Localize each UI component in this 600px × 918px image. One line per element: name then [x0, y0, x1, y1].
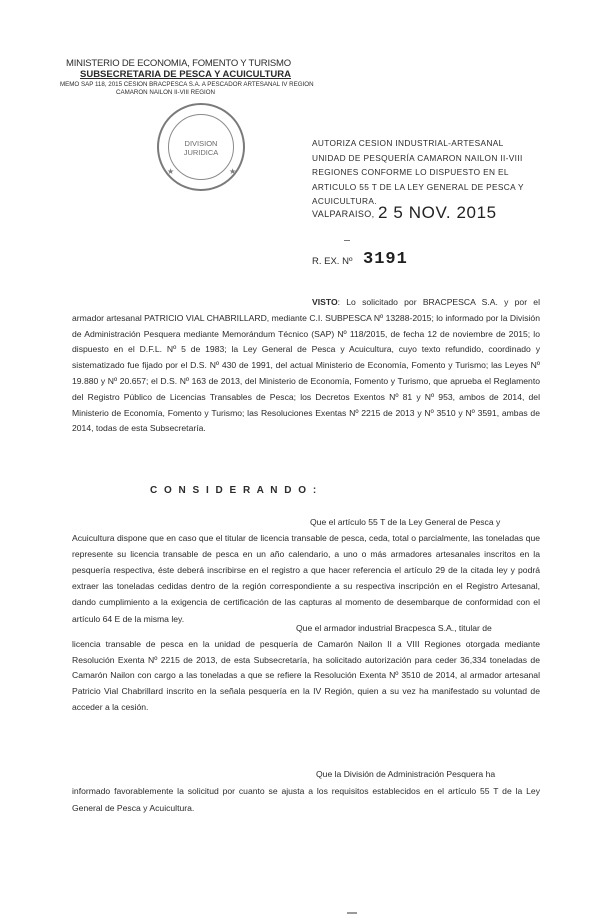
resolution-label: R. EX. Nº: [312, 256, 353, 267]
resolution-number-line: [312, 250, 452, 272]
seal-star-icon: ★: [229, 167, 237, 176]
date-stamp: 2 5 NOV. 2015: [378, 203, 497, 222]
memo-reference: MEMO SAP 118, 2015 CESION BRACPESCA S.A. A PESCADOR ARTESANAL IV REGION: [60, 81, 314, 88]
visto-indent: [72, 297, 312, 307]
considerando-1-text: Acuicultura dispone que en caso que el titular de licencia transable de pesca, ceda, total o parcialmente, las toneladas que represente su licencia transable de pesca en un año calendario, a uno o más armadores artesanales inscritos en la pesquería respectiva, éste deberá inscribirse en el registro a que hacer referencia el artículo 29 de la citada ley y podrá extraer las toneladas cedidas dentro de la región correspondiente a su respectiva inscripción en el Registro Artesanal, dando cumplimiento a la exigencia de certificación de las capturas al momento de desembarque de conformidad con el artículo 64 E de la misma ley.: [72, 533, 540, 624]
considerando-paragraph-3: [72, 766, 540, 817]
date-line: [312, 203, 552, 225]
seal-text-line1: DIVISION: [184, 139, 218, 148]
seal-text-line2: JURIDICA: [183, 148, 219, 157]
considerando-heading: C O N S I D E R A N D O :: [150, 485, 319, 496]
date-city: VALPARAISO,: [312, 209, 375, 219]
ministry-name: MINISTERIO DE ECONOMIA, FOMENTO Y TURISMO: [66, 58, 291, 69]
memo-reference-cont: CAMARON NAILON II-VIII REGION: [116, 89, 216, 96]
subsecretaria-name: SUBSECRETARIA DE PESCA Y ACUICULTURA: [80, 69, 291, 80]
resolution-number: 3191: [363, 250, 408, 269]
considerando-3-text: informado favorablemente la solicitud por cuanto se ajusta a los requisitos establecidos en el artículo 55 T de la Ley General de Pesca y Acuicultura.: [72, 786, 540, 813]
considerando-paragraph-1: [72, 514, 540, 627]
visto-lead: VISTO: [312, 297, 338, 307]
letterhead: [60, 58, 314, 97]
resolution-subject: AUTORIZA CESION INDUSTRIAL-ARTESANAL UNIDAD DE PESQUERÍA CAMARON NAILON II-VIII REGIONES CONFORME LO DISPUESTO EN EL ARTICULO 55 T DE LA LEY GENERAL DE PESCA Y ACUICULTURA.: [312, 138, 524, 206]
visto-paragraph: [72, 295, 540, 437]
considerando-2-text: licencia transable de pesca en la unidad de pesquería de Camarón Nailon II a VIII Regiones otorgada mediante Resolución Exenta Nº 2215 de 2013, de esta Subsecretaría, ha solicitado autorización para ceder 36,334 toneladas de Camarón Nailon con cargo a las toneladas a que se refiere la Resolución Exenta Nº 3510 de 2014, al armador artesanal Patricio Vial Chabrillard inscrito en la señala pesquería en la IV Región, quien a su vez ha manifestado su voluntad de acceder a la cesión.: [72, 638, 540, 712]
separator-dash: [344, 240, 350, 241]
scan-artifact: [347, 912, 357, 914]
considerando-3-lead: Que la División de Administración Pesquera ha: [316, 769, 496, 779]
considerando-paragraph-2: [72, 621, 540, 716]
official-seal-stamp: [157, 103, 245, 191]
seal-star-icon: ★: [167, 167, 175, 176]
considerando-2-lead: Que el armador industrial Bracpesca S.A., titular de: [296, 623, 492, 633]
seal-text: [159, 139, 243, 157]
visto-text: : Lo solicitado por BRACPESCA S.A. y por el armador artesanal PATRICIO VIAL CHABRILLARD, mediante C.I. SUBPESCA Nº 13288-2015; lo informado por la División de Administración Pesquera mediante Memorándum Técnico (SAP) Nº 118/2015, de fecha 12 de noviembre de 2015; lo dispuesto en el D.F.L. Nº 5 de 1983; la Ley General de Pesca y Acuicultura, cuyo texto refundido, coordinado y sistematizado fue fijado por el D.S. Nº 430 de 1991, del actual Ministerio de Economía, Fomento y Turismo; las Leyes Nº 19.880 y Nº 20.657; el D.S. Nº 163 de 2013, del Ministerio de Economía, Fomento y Turismo, que aprueba el Reglamento del Registro Público de Licencias Transables de Pesca; los Decretos Exentos Nº 81 y Nº 953, ambos de 2014, del Ministerio de Economía, Fomento y Turismo; las Resoluciones Exentas Nº 2215 de 2013 y Nº 3510 y Nº 3591, ambas de 2014, todas de esta Subsecretaría.: [72, 297, 540, 434]
considerando-1-lead: Que el artículo 55 T de la Ley General de Pesca y: [310, 517, 501, 527]
